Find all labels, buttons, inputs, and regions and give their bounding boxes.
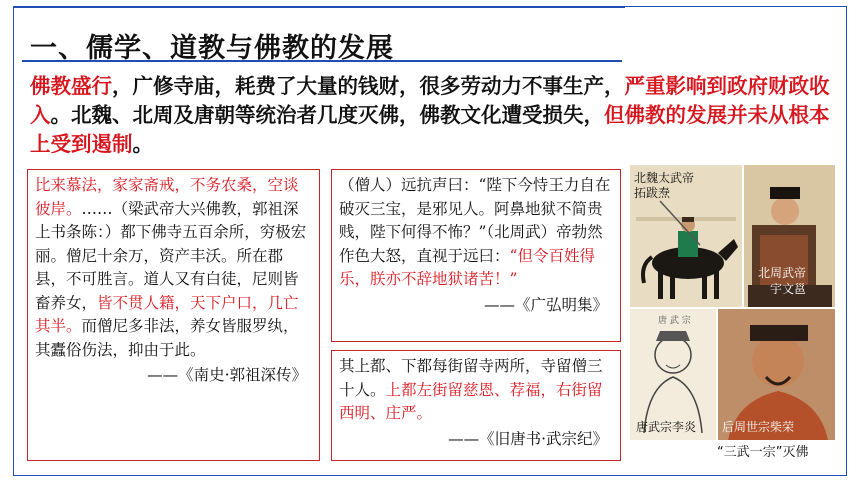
quote-nanshi-source: ——《南史·郭祖深传》: [147, 366, 307, 384]
title-underline: [22, 60, 622, 62]
quote-box-tang: [331, 350, 621, 461]
label-beiwei-line2: 拓跋焘: [634, 186, 671, 200]
quote-hongming-red-1: “但令百姓得乐，朕亦不辞地狱诸苦！”: [339, 246, 595, 288]
portrait-inscription: 唐 武 宗: [658, 316, 691, 326]
quote-nanshi-black-2: 而僧尼多非法，养女皆服罗纨，其蠹俗伤法，抑由于此。: [35, 317, 299, 359]
portrait-collage: [630, 165, 835, 440]
quote-nanshi-text: [35, 174, 313, 362]
intro-red-2: 严重影响到政府财政收入: [30, 74, 830, 127]
label-beizhou-line1: 北周武帝: [758, 266, 807, 280]
label-houzhou-shizong: 后周世宗柴荣: [722, 420, 795, 434]
quote-nanshi-black-1: ……（梁武帝大兴佛教，郭祖深上书条陈：）都下佛寺五百余所，穷极宏丽。僧尼十余万，资产丰沃。所在郡县，不可胜言。道人又有白徒，尼则皆畜养女，: [35, 199, 307, 312]
label-beiwei-line1: 北魏太武帝: [634, 171, 695, 185]
intro-text-1: ，广修寺庙，耗费了大量的钱财，很多劳动力不事生产，: [112, 74, 625, 98]
quote-box-nanshi: [27, 169, 320, 461]
intro-period: 。: [132, 132, 153, 156]
quote-nanshi-red-2: 皆不贯人籍，天下户口，几亡其半。: [35, 293, 299, 335]
quote-hongming-black-1: （僧人）远抗声曰：“陛下今恃王力自在破灭三宝，是邪见人。阿鼻地狱不简贵贱，陛下何得不怖？”（北周武）帝勃然作色大怒，直视于远曰：: [339, 176, 611, 265]
quote-hongming-text: [339, 174, 614, 292]
portraits-caption: “三武一宗”灭佛: [717, 445, 809, 460]
quote-hongming-source: ——《广弘明集》: [483, 295, 608, 314]
quote-tang-source: ——《旧唐书·武宗纪》: [448, 429, 608, 448]
top-rule: [13, 6, 625, 8]
quote-box-hongming: [331, 169, 621, 342]
intro-text-2: 。北魏、北周及唐朝等统治者几度灭佛，佛教文化遭受损失，: [50, 103, 604, 127]
intro-red-1: 佛教盛行: [30, 74, 112, 98]
intro-paragraph: [30, 72, 830, 159]
intro-red-3: 但佛教的发展并未从根本上受到遏制: [30, 103, 830, 156]
label-beizhou-line2: 宇文邕: [770, 282, 807, 296]
quote-tang-text: [339, 355, 614, 426]
quote-tang-black-1: 其上都、下都每街留寺两所，寺留僧三十人。: [339, 357, 603, 399]
quote-nanshi-red-1: 比来慕法，家家斋戒，不务农桑，空谈彼岸。: [35, 176, 299, 218]
label-tang-wuzong: 唐武宗李炎: [636, 420, 697, 434]
quote-tang-red-1: 上都左街留慈恩、荐福，右街留西明、庄严。: [339, 380, 603, 422]
emperor-portraits: [630, 165, 835, 440]
page-title: 一、儒学、道教与佛教的发展: [30, 33, 394, 64]
